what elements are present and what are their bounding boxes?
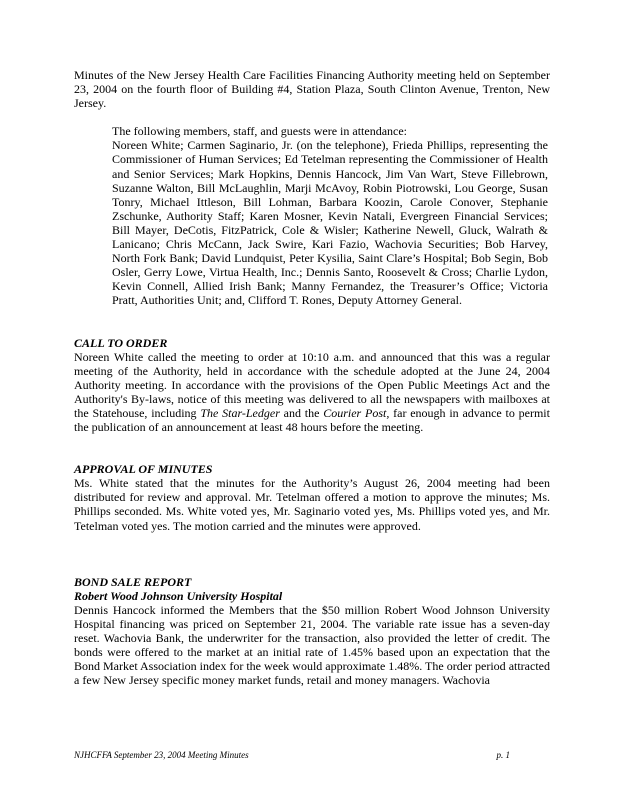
intro-paragraph: Minutes of the New Jersey Health Care Facilities Financing Authority meeting held on September 23, 2004 on the fourth floor of Building #4, Station Plaza, South Clinton Avenue, Trenton, New Jersey.	[74, 68, 550, 111]
call-to-order-text: Noreen White called the meeting to order at 10:10 a.m. and announced that this was a regular meeting of the Authority, held in accordance with the schedule adopted at the June 24, 2004 Authority meeting. In accordance with the provisions of the Open Public Meetings Act and the Authority's By-laws, notice of this meeting was delivered to all the newspapers with mailboxes at the Statehouse, including The Star-Ledger and the Courier Post, far enough in advance to permit the publication of an announcement at least 48 hours before the meeting.	[74, 349, 550, 435]
attendance-list: Noreen White; Carmen Saginario, Jr. (on the telephone), Frieda Phillips, representing the Commissioner of Human Services; Ed Tetelman representing the Commissioner of Health and Senior Services; Mark Hopkins, Dennis Hancock, Jim Van Wart, Steve Fillebrown, Suzanne Walton, Bill McLaughlin, Marji McAvoy, Robin Piotrowski, Lou George, Susan Tonry, Michael Ittleson, Bill Lohman, Barbara Koozin, Carole Conover, Stephanie Zschunke, Authority Staff; Karen Mosner, Kevin Natali, Evergreen Financial Services; Bill Mayer, DeCotis, FitzPatrick, Cole & Wisler; Katherine Newell, Gluck, Walrath & Lanicano; Chris McCann, Jack Swire, Kari Fazio, Wachovia Securities; Bob Harvey, North Fork Bank; David Lundquist, Peter Kysilia, Saint Clare’s Hospital; Bob Segin, Bob Osler, Gerry Lowe, Virtua Health, Inc.; Dennis Santo, Roosevelt & Cross; Charlie Lydon, Kevin Connell, Allied Irish Bank; Manny Fernandez, the Treasurer’s Office; Victoria Pratt, Authorities Unit; and, Clifford T. Rones, Deputy Attorney General.	[112, 138, 548, 308]
publication-star-ledger: The Star-Ledger	[200, 405, 280, 420]
publication-courier-post: Courier Post,	[323, 405, 390, 420]
approval-section	[74, 462, 550, 532]
call-to-order-heading: CALL TO ORDER	[74, 335, 168, 350]
bond-sale-subheading: Robert Wood Johnson University Hospital	[74, 588, 283, 603]
footer-title: NJHCFFA September 23, 2004 Meeting Minutes	[74, 750, 249, 760]
bond-sale-text: Dennis Hancock informed the Members that the $50 million Robert Wood Johnson University Hospital financing was priced on September 21, 2004. The variable rate issue has a seven-day reset. Wachovia Bank, the underwriter for the transaction, also provided the letter of credit. The bonds were offered to the market at an initial rate of 1.45% based upon an expectation that the Bond Market Association index for the week would approximate 1.48%. The order period attracted a few New Jersey specific money market funds, retail and money managers. Wachovia	[74, 602, 550, 688]
bond-sale-section	[74, 575, 550, 688]
page-number: p. 1	[496, 750, 510, 760]
attendance-intro: The following members, staff, and guests were in attendance:	[112, 124, 408, 139]
approval-heading: APPROVAL OF MINUTES	[74, 462, 213, 477]
bond-sale-heading: BOND SALE REPORT	[74, 574, 192, 589]
document-body	[74, 68, 550, 687]
attendance-section	[112, 124, 548, 307]
approval-text: Ms. White stated that the minutes for the Authority’s August 26, 2004 meeting had been distributed for review and approval. Mr. Tetelman offered a motion to approve the minutes; Ms. Phillips seconded. Ms. White voted yes, Mr. Saginario voted yes, Ms. Phillips voted yes, and Mr. Tetelman voted yes. The motion carried and the minutes were approved.	[74, 476, 550, 533]
page-footer	[74, 750, 510, 760]
call-to-order-section	[74, 336, 550, 435]
